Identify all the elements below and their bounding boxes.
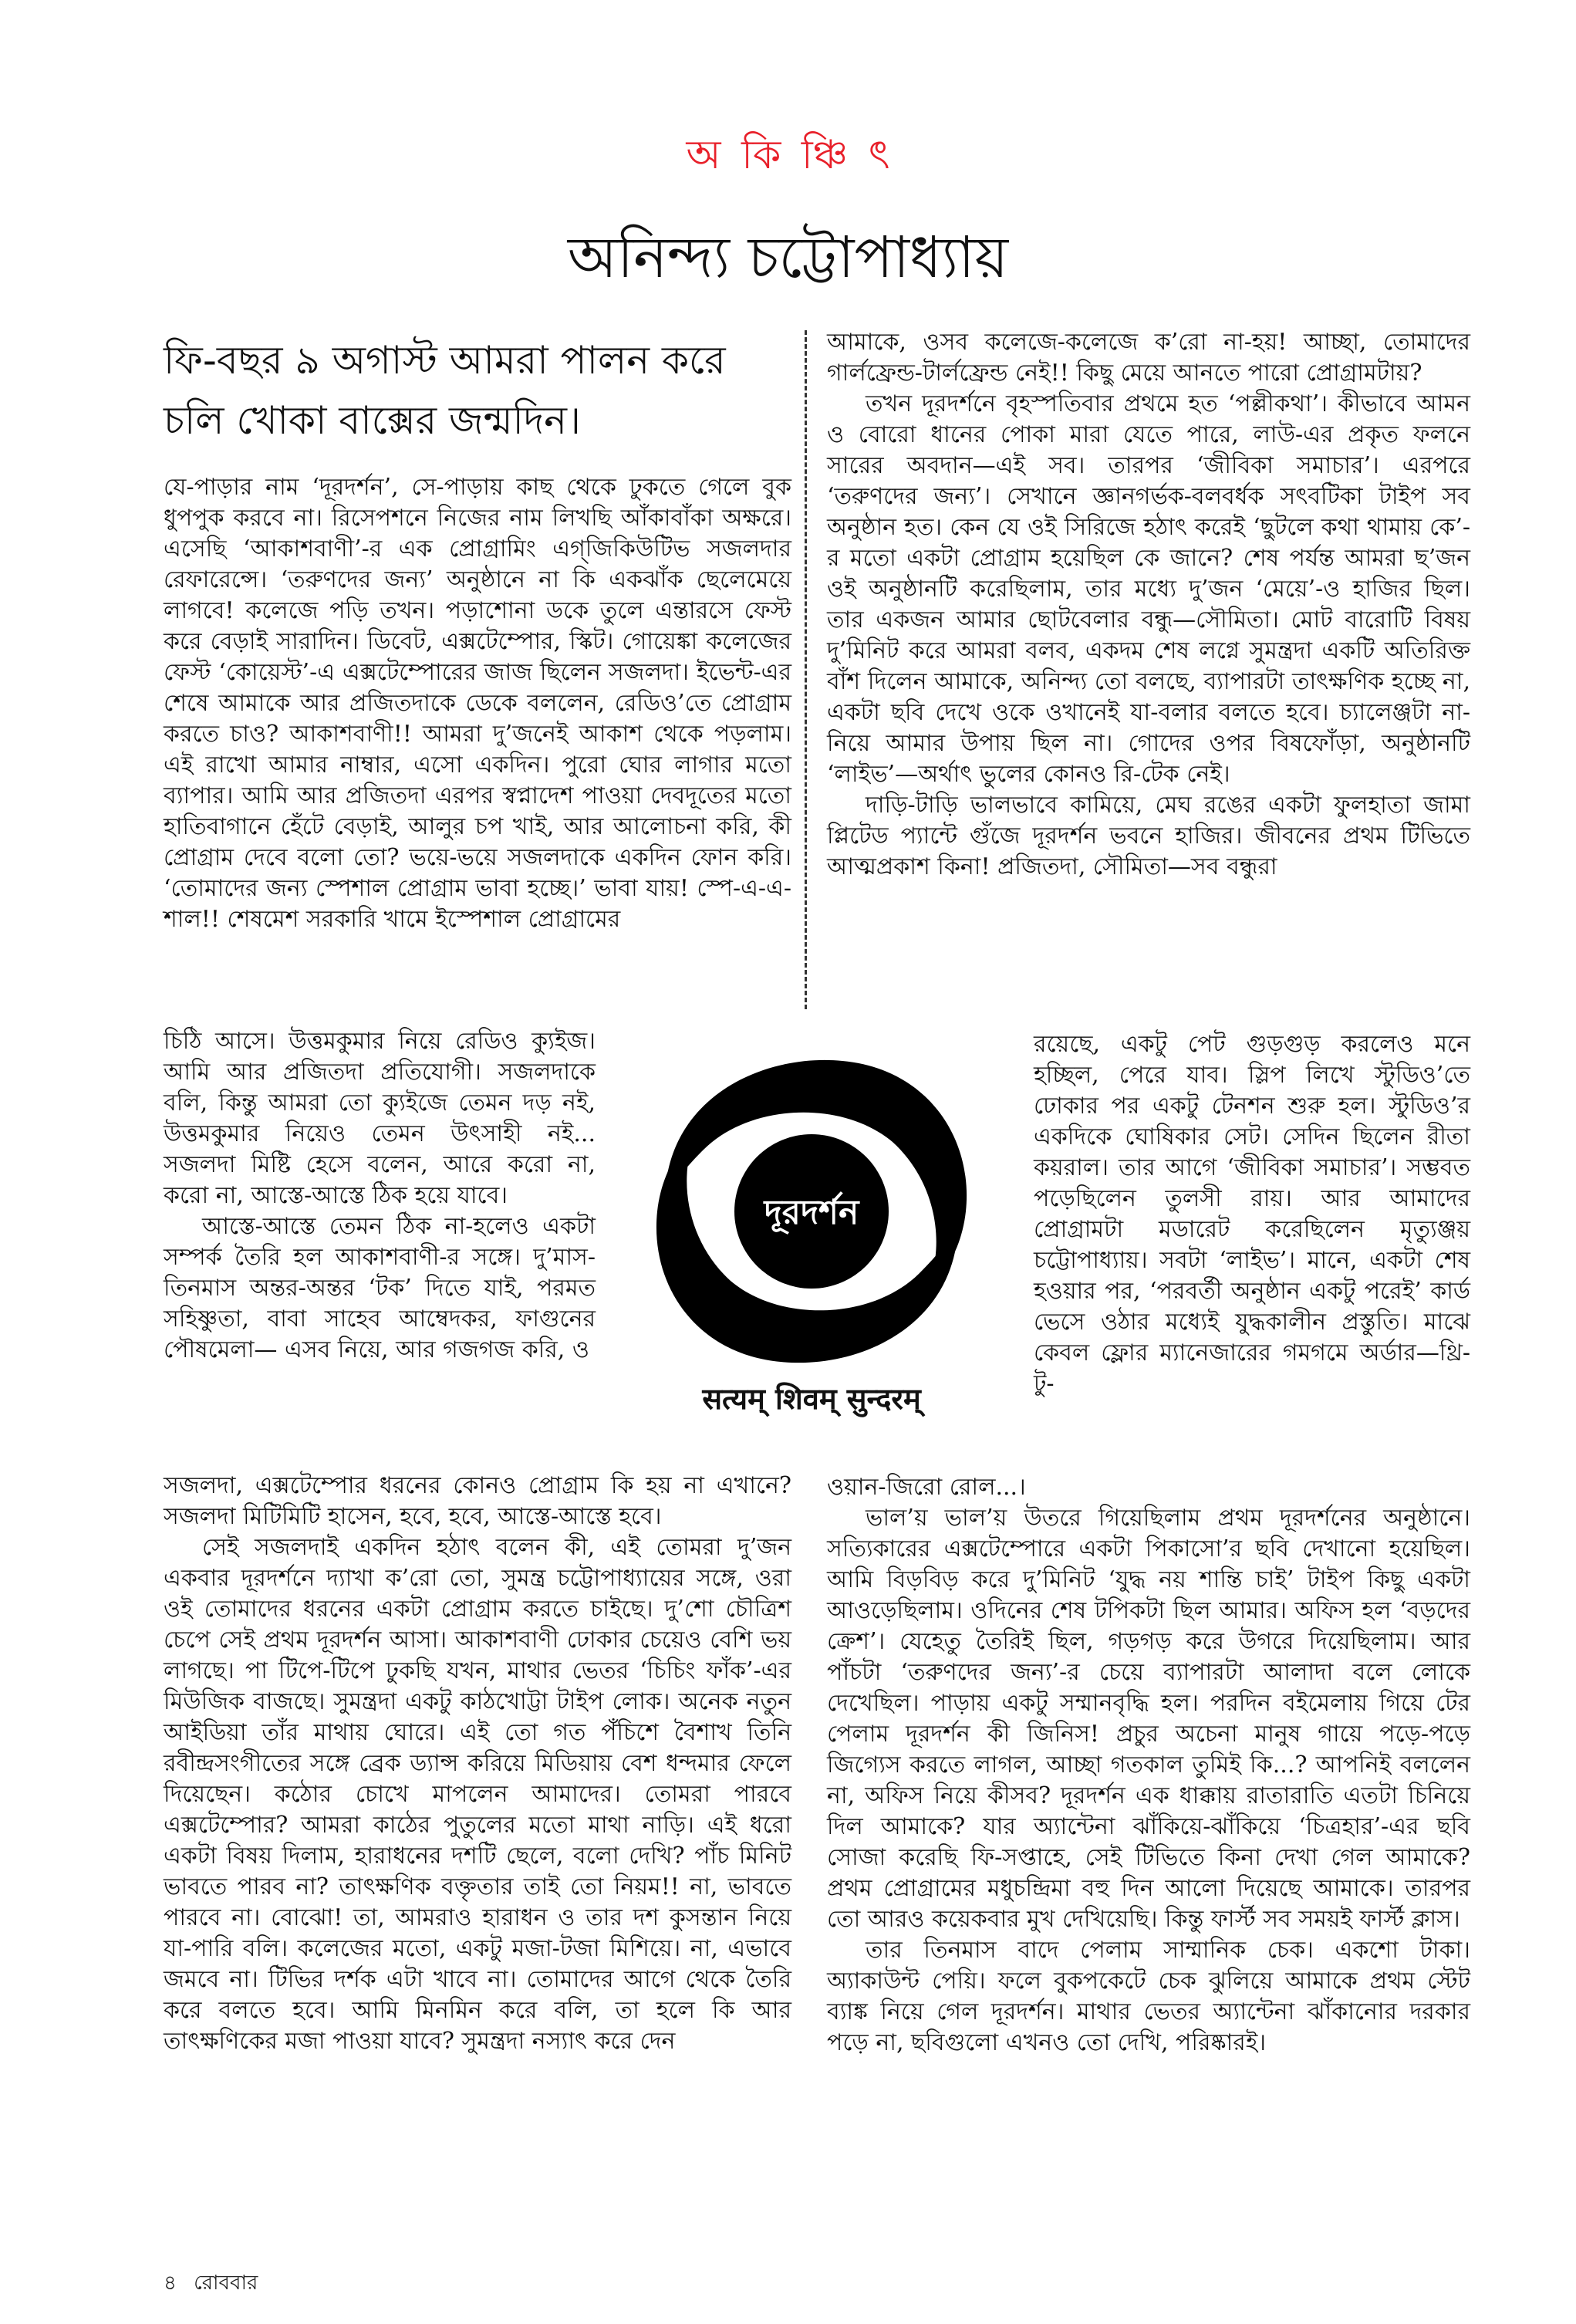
left-column-top	[164, 472, 791, 935]
headline: ফি-বছর ৯ অগাস্ট আমরা পালন করে চলি খোকা বাক্সের জন্মদিন।	[164, 338, 726, 443]
doordarshan-eye-icon	[611, 1049, 1012, 1373]
left-column-bottom	[164, 1471, 791, 2057]
page-number: ৪	[164, 2272, 177, 2295]
paragraph: সজলদা, এক্সটেম্পোর ধরনের কোনও প্রোগ্রাম কি হয় না এখানে? সজলদা মিটিমিটি হাসেন, হবে, হবে, আস্তে-আস্তে হবে।	[164, 1472, 791, 1530]
paragraph: তার তিনমাস বাদে পেলাম সাম্মানিক চেক। একশো টাকা। অ্যাকাউন্ট পেয়ি। ফলে বুকপকেটে চেক ঝুলিয়ে আমাকে প্রথম স্টেট ব্যাঙ্ক নিয়ে গেল দূরদর্শন। মাথার ভেতর অ্যান্টেনা ঝাঁকানোর দরকার পড়ে না, ছবিগুলো এখনও তো দেখি, পরিষ্কারই।	[827, 1937, 1470, 2056]
right-column-bottom	[827, 1472, 1470, 2059]
paragraph: ওয়ান-জিরো রোল...।	[827, 1474, 1026, 1501]
logo-text: দূরদর্শন	[764, 1193, 859, 1232]
author-name: অনিন্দ্য চট্টোপাধ্যায়	[567, 225, 1009, 291]
paragraph: ভাল’য় ভাল’য় উতরে গিয়েছিলাম প্রথম দূরদর্শনের অনুষ্ঠানে। সত্যিকারের এক্সটেম্পোরে একটা পিকাসো’র ছবি দেখানো হয়েছিল। আমি বিড়বিড় করে দু’মিনিট ‘যুদ্ধ নয় শান্তি চাই’ টাইপ কিছু একটা আওড়েছিলাম। ওদিনের শেষ টপিকটা ছিল আমার। অফিস হল ‘বড়দের ক্রেশ’। যেহেতু তৈরিই ছিল, গড়গড় করে উগরে দিয়েছিলাম। আর পাঁচটা ‘তরুণদের জন্য’-র চেয়ে ব্যাপারটা আলাদা বলে লোকে দেখেছিল। পাড়ায় একটু সম্মানবৃদ্ধি হল। পরদিন বইমেলায় গিয়ে টের পেলাম দূরদর্শন কী জিনিস! প্রচুর অচেনা মানুষ গায়ে পড়ে-পড়ে জিগ্যেস করতে লাগল, আচ্ছা গতকাল তুমিই কি...? আপনিই বললেন না, অফিস নিয়ে কীসব? দূরদর্শন এক ধাক্কায় রাতারাতি এতটা চিনিয়ে দিল আমাকে? যার অ্যান্টেনা ঝাঁকিয়ে-ঝাঁকিয়ে ‘চিত্রহার’-এর ছবি সোজা করেছি ফি-সপ্তাহে, সেই টিভিতে কিনা দেখা গেল আমাকে? প্রথম প্রোগ্রামের মধুচন্দ্রিমা বহু দিন আলো দিয়েছে আমাকে। তারপর তো আরও কয়েকবার মুখ দেখিয়েছি। কিন্তু ফার্স্ট সব সময়ই ফার্স্ট ক্লাস।	[827, 1505, 1470, 1933]
paragraph: আমাকে, ওসব কলেজে-কলেজে ক’রো না-হয়! আচ্ছা, তোমাদের গার্লফ্রেন্ড-টার্লফ্রেন্ড নেই!! কিছু মেয়ে আনতে পারো প্রোগ্রামটায়?	[827, 329, 1470, 387]
right-column-top	[827, 327, 1470, 883]
paragraph: রয়েছে, একটু পেট গুড়গুড় করলেও মনে হচ্ছিল, পেরে যাব। স্লিপ লিখে স্টুডিও’তে ঢোকার পর একটু টেনশন শুরু হল। স্টুডিও’র একদিকে ঘোষিকার সেট। সেদিন ছিলেন রীতা কয়রাল। তার আগে ‘জীবিকা সমাচার’। সম্ভবত পড়েছিলেন তুলসী রায়। আর আমাদের প্রোগ্রামটা মডারেট করেছিলেন মৃত্যুঞ্জয় চট্টোপাধ্যায়। সবটা ‘লাইভ’। মানে, একটা শেষ হওয়ার পর, ‘পরবর্তী অনুষ্ঠান একটু পরেই’ কার্ড ভেসে ওঠার মধ্যেই যুদ্ধকালীন প্রস্তুতি। মাঝে কেবল ফ্লোর ম্যানেজারের গমগমে অর্ডার—থ্রি-টু-	[1034, 1031, 1470, 1397]
left-column-wrap	[164, 1026, 596, 1366]
paragraph: দাড়ি-টাড়ি ভালভাবে কামিয়ে, মেঘ রঙের একটা ফুলহাতা জামা প্লিটেড প্যান্টে গুঁজে দূরদর্শন ভবনে হাজির। জীবনের প্রথম টিভিতে আত্মপ্রকাশ কিনা! প্রজিতদা, সৌমিতা—সব বন্ধুরা	[827, 792, 1470, 880]
column-divider	[805, 330, 807, 1009]
logo-motto: सत्यम् शिवम् सुन्दरम्	[702, 1382, 921, 1416]
paragraph: আস্তে-আস্তে তেমন ঠিক না-হলেও একটা সম্পর্ক তৈরি হল আকাশবাণী-র সঙ্গে। দু’মাস-তিনমাস অন্তর-অন্তর ‘টক’ দিতে যাই, পরমত সহিষ্ণুতা, বাবা সাহেব আম্বেদকর, ফাগুনের পৌষমেলা— এসব নিয়ে, আর গজগজ করি, ও	[164, 1213, 596, 1363]
paragraph: সেই সজলদাই একদিন হঠাৎ বলেন কী, এই তোমরা দু’জন একবার দূরদর্শনে দ্যাখা ক’রো তো, সুমন্ত্র চট্টোপাধ্যায়ের সঙ্গে, ওরা ওই তোমাদের ধরনের একটা প্রোগ্রাম করতে চাইছে। দু’শো চৌত্রিশ চেপে সেই প্রথম দূরদর্শন আসা। আকাশবাণী ঢোকার চেয়েও বেশি ভয় লাগছে। পা টিপে-টিপে ঢুকছি যখন, মাথার ভেতর ‘চিচিং ফাঁক’-এর মিউজিক বাজছে। সুমন্ত্রদা একটু কাঠখোট্টা টাইপ লোক। অনেক নতুন আইডিয়া তাঁর মাথায় ঘোরে। এই তো গত পঁচিশে বৈশাখ তিনি রবীন্দ্রসংগীতের সঙ্গে ব্রেক ড্যান্স করিয়ে মিডিয়ায় বেশ ধন্দমার ফেলে দিয়েছেন। কঠোর চোখে মাপলেন আমাদের। তোমরা পারবে এক্সটেম্পোর? আমরা কাঠের পুতুলের মতো মাথা নাড়ি। এই ধরো একটা বিষয় দিলাম, হারাধনের দশটি ছেলে, বলো দেখি? পাঁচ মিনিট ভাবতে পারব না? তাৎক্ষণিক বক্তৃতার তাই তো নিয়ম!! না, ভাবতে পারবে না। বোঝো! তা, আমরাও হারাধন ও তার দশ কুসন্তান নিয়ে যা-পারি বলি। কলেজের মতো, একটু মজা-টজা মিশিয়ে। না, এভাবে জমবে না। টিভির দর্শক এটা খাবে না। তোমাদের আগে থেকে তৈরি করে বলতে হবে। আমি মিনমিন করে বলি, তা হলে কি আর তাৎক্ষণিকের মজা পাওয়া যাবে? সুমন্ত্রদা নস্যাৎ করে দেন	[164, 1534, 791, 2055]
right-column-wrap	[1034, 1029, 1470, 1400]
paragraph: যে-পাড়ার নাম ‘দূরদর্শন’, সে-পাড়ায় কাছ থেকে ঢুকতে গেলে বুক ধুপপুক করবে না। রিসেপশনে নিজের নাম লিখছি আঁকাবাঁকা অক্ষরে। এসেছি ‘আকাশবাণী’-র এক প্রোগ্রামিং এগ্‌জিকিউটিভ সজলদার রেফারেন্সে। ‘তরুণদের জন্য’ অনুষ্ঠানে না কি একঝাঁক ছেলেমেয়ে লাগবে! কলেজে পড়ি তখন। পড়াশোনা ডকে তুলে এন্তারসে ফেস্ট করে বেড়াই সারাদিন। ডিবেট, এক্সটেম্পোর, স্কিট। গোয়েঙ্কা কলেজের ফেস্ট ‘কোয়েস্ট’-এ এক্সটেম্পোরের জাজ ছিলেন সজলদা। ইভেন্ট-এর শেষে আমাকে আর প্রজিতদাকে ডেকে বললেন, রেডিও’তে প্রোগ্রাম করতে চাও? আকাশবাণী!! আমরা দু’জনেই আকাশ থেকে পড়লাম। এই রাখো আমার নাম্বার, এসো একদিন। পুরো ঘোর লাগার মতো ব্যাপার। আমি আর প্রজিতদা এরপর স্বপ্নাদেশ পাওয়া দেবদূতের মতো হাতিবাগানে হেঁটে বেড়াই, আলুর চপ খাই, আর আলোচনা করি, কী প্রোগ্রাম দেবে বলো তো? ভয়ে-ভয়ে সজলদাকে একদিন ফোন করি। ‘তোমাদের জন্য স্পেশাল প্রোগ্রাম ভাবা হচ্ছে।’ ভাবা যায়! স্পে-এ-এ-শাল!! শেষমেশ সরকারি খামে ইস্পেশাল প্রোগ্রামের	[164, 474, 791, 933]
publication-name: রোববার	[194, 2272, 258, 2295]
section-label: অ কি ঞ্চি ৎ	[686, 132, 890, 178]
page-footer	[164, 2267, 268, 2301]
paragraph: তখন দূরদর্শনে বৃহস্পতিবার প্রথমে হত ‘পল্লীকথা’। কীভাবে আমন ও বোরো ধানের পোকা মারা যেতে পারে, লাউ-এর প্রকৃত ফলনে সারের অবদান—এই সব। তারপর ‘জীবিকা সমাচার’। এরপরে ‘তরুণদের জন্য’। সেখানে জ্ঞানগর্ভক-বলবর্ধক সৎবটিকা টাইপ সব অনুষ্ঠান হত। কেন যে ওই সিরিজে হঠাৎ করেই ‘ছুটলে কথা থামায় কে’-র মতো একটা প্রোগ্রাম হয়েছিল কে জানে? শেষ পর্যন্ত আমরা ছ’জন ওই অনুষ্ঠানটি করেছিলাম, তার মধ্যে দু’জন ‘মেয়ে’-ও হাজির ছিল। তার একজন আমার ছোটবেলার বন্ধু—সৌমিতা। মোট বারোটি বিষয় দু’মিনিট করে আমরা বলব, একদম শেষ লগ্নে সুমন্ত্রদা একটি অতিরিক্ত বাঁশ দিলেন আমাকে, অনিন্দ্য তো বলছে, ব্যাপারটা তাৎক্ষণিক হচ্ছে না, একটা ছবি দেখে ওকে ওখানেই যা-বলার বলতে হবে। চ্যালেঞ্জটা না-নিয়ে আমার উপায় ছিল না। গোদের ওপর বিষফোঁড়া, অনুষ্ঠানটি ‘লাইভ’—অর্থাৎ ভুলের কোনও রি-টেক নেই।	[827, 390, 1470, 788]
paragraph: চিঠি আসে। উত্তমকুমার নিয়ে রেডিও ক্যুইজ। আমি আর প্রজিতদা প্রতিযোগী। সজলদাকে বলি, কিন্তু আমরা তো ক্যুইজে তেমন দড় নই, উত্তমকুমার নিয়েও তেমন উৎসাহী নই... সজলদা মিষ্টি হেসে বলেন, আরে করো না, করো না, আস্তে-আস্তে ঠিক হয়ে যাবে।	[164, 1028, 596, 1209]
